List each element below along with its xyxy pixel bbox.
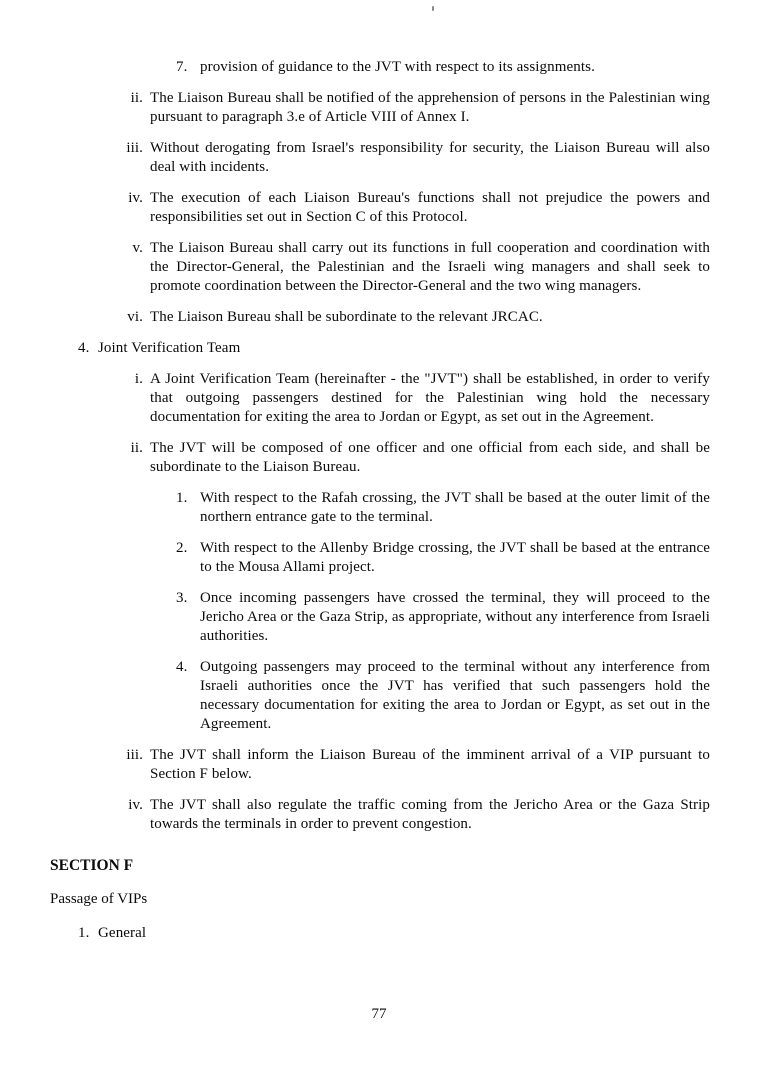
list-marker: i. [134, 371, 143, 387]
list-marker: iv. [128, 797, 143, 813]
list-marker: 4. [78, 340, 90, 356]
list-marker: iii. [126, 747, 143, 763]
list-item [50, 189, 710, 227]
list-text: The Liaison Bureau shall be subordinate to the relevant JRCAC. [150, 309, 543, 325]
scan-artifact [432, 6, 434, 11]
list-text: The JVT will be composed of one officer and one official from each side, and shall be subordinate to the Liaison Bureau. [150, 440, 710, 475]
list-marker: ii. [130, 90, 143, 106]
list-item [50, 239, 710, 296]
list-marker: iv. [128, 190, 143, 206]
list-item [50, 139, 710, 177]
list-marker: 2. [176, 540, 188, 556]
list-text: A Joint Verification Team (hereinafter - the "JVT") shall be established, in order to verify that outgoing passengers destined for the Palestinian wing hold the necessary documentation for exiting the area to Jordan or Egypt, as set out in the Agreement. [150, 371, 710, 425]
list-item [50, 489, 710, 527]
page-number: 77 [371, 1006, 387, 1022]
list-text: Joint Verification Team [98, 340, 241, 356]
list-text: provision of guidance to the JVT with respect to its assignments. [200, 59, 595, 75]
list-text: The Liaison Bureau shall carry out its functions in full cooperation and coordination with the Director-General, the Palestinian and the Israeli wing managers and shall seek to promote coordination between the Director-General and the two wing managers. [150, 240, 710, 294]
list-item [50, 796, 710, 834]
list-marker: 3. [176, 590, 188, 606]
list-marker: 4. [176, 659, 188, 675]
list-text: The execution of each Liaison Bureau's functions shall not prejudice the powers and responsibilities set out in Section C of this Protocol. [150, 190, 710, 225]
list-text: With respect to the Rafah crossing, the JVT shall be based at the outer limit of the northern entrance gate to the terminal. [200, 490, 710, 525]
list-text: Without derogating from Israel's responsibility for security, the Liaison Bureau will also deal with incidents. [150, 140, 710, 175]
list-item [50, 924, 710, 943]
list-text: The Liaison Bureau shall be notified of the apprehension of persons in the Palestinian wing pursuant to paragraph 3.e of Article VIII of Annex I. [150, 90, 710, 125]
list-item [50, 339, 710, 358]
list-marker: vi. [127, 309, 143, 325]
list-marker: 1. [176, 490, 188, 506]
list-item [50, 89, 710, 127]
list-item [50, 746, 710, 784]
list-marker: iii. [126, 140, 143, 156]
list-item [50, 589, 710, 646]
list-text: Once incoming passengers have crossed the terminal, they will proceed to the Jericho Area or the Gaza Strip, as appropriate, without any interference from Israeli authorities. [200, 590, 710, 644]
list-item [50, 539, 710, 577]
section-heading: SECTION F [50, 857, 134, 874]
list-item [50, 370, 710, 427]
list-text: General [98, 925, 147, 941]
list-marker: v. [132, 240, 143, 256]
list-marker: ii. [130, 440, 143, 456]
list-item [50, 308, 710, 327]
list-text: Outgoing passengers may proceed to the terminal without any interference from Israeli authorities once the JVT has verified that such passengers hold the necessary documentation for exiting the area to Jordan or Egypt, as set out in the Agreement. [200, 659, 710, 732]
list-item [50, 439, 710, 477]
list-item [50, 58, 710, 77]
list-marker: 7. [176, 59, 188, 75]
passage-heading: Passage of VIPs [50, 891, 148, 907]
list-item [50, 658, 710, 734]
list-text: The JVT shall also regulate the traffic coming from the Jericho Area or the Gaza Strip towards the terminals in order to prevent congestion. [150, 797, 710, 832]
list-text: With respect to the Allenby Bridge crossing, the JVT shall be based at the entrance to the Mousa Allami project. [200, 540, 710, 575]
list-marker: 1. [78, 925, 90, 941]
list-text: The JVT shall inform the Liaison Bureau of the imminent arrival of a VIP pursuant to Section F below. [150, 747, 710, 782]
